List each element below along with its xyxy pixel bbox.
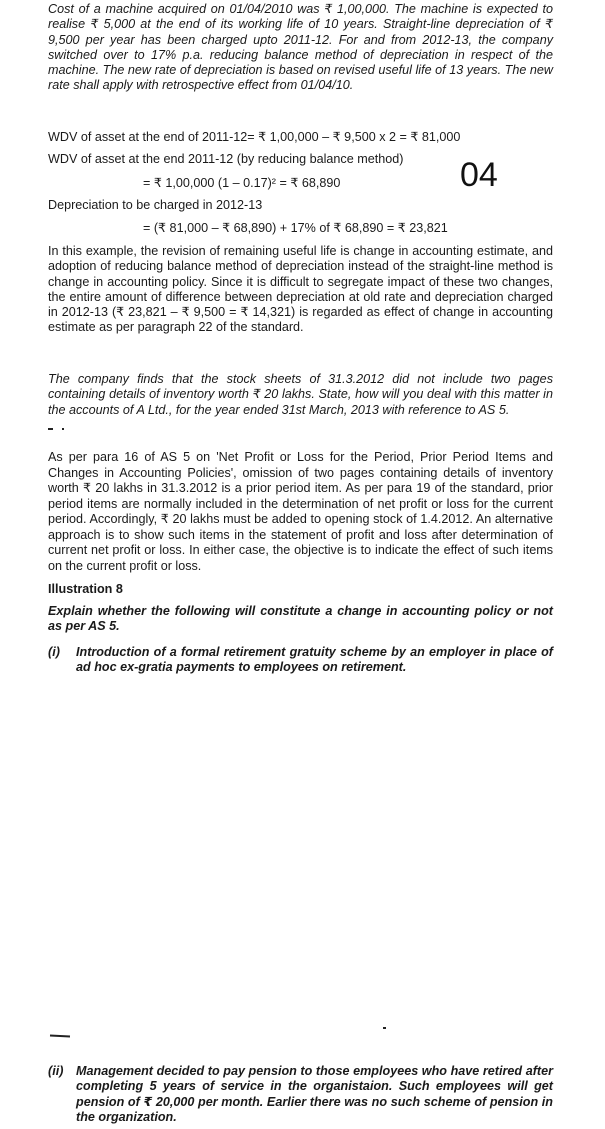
scan-mark <box>50 1034 70 1037</box>
item-number: (i) <box>48 645 60 659</box>
handwritten-annotation: 04 <box>460 156 498 194</box>
calc-line-depreciation-formula: = (₹ 81,000 – ₹ 68,890) + 17% of ₹ 68,890 = ₹ 23,821 <box>143 221 448 235</box>
illustration-item-1 <box>48 645 553 676</box>
calc-line-depreciation-heading: Depreciation to be charged in 2012-13 <box>48 198 263 212</box>
question-paragraph: The company finds that the stock sheets of 31.3.2012 did not include two pages containing details of inventory worth ₹ 20 lakhs. State, how will you deal with this matter in the accounts of A Ltd., for the year ended 31st March, 2013 with reference to AS 5. <box>48 372 553 417</box>
stray-dot <box>62 428 64 430</box>
illustration-item-2 <box>48 1064 553 1125</box>
item-text: Management decided to pay pension to those employees who have retired after completing 5 years of service in the organistaion. Such employees will get pension of ₹ 20,000 per month. Earlier there was no such scheme of pension in the organization. <box>76 1064 553 1124</box>
scan-dot <box>383 1027 386 1029</box>
item-text: Introduction of a formal retirement gratuity scheme by an employer in place of ad hoc ex-gratia payments to employees on retirement. <box>76 645 553 675</box>
stray-mark <box>48 428 53 430</box>
calc-line-wdv-reducing: WDV of asset at the end 2011-12 (by reducing balance method) <box>48 152 404 166</box>
calc-line-wdv-formula: = ₹ 1,00,000 (1 – 0.17)² = ₹ 68,890 <box>143 176 341 190</box>
answer-paragraph: As per para 16 of AS 5 on 'Net Profit or Loss for the Period, Prior Period Items and Changes in Accounting Policies', omission of two pages containing details of inventory worth ₹ 20 lakhs in 31.3.2012 is a prior period item. As per para 19 of the standard, prior period items are normally included in the determination of net profit or loss for the current period. Accordingly, ₹ 20 lakhs must be added to opening stock of 1.4.2012. An alternative approach is to show such items in the statement of profit and loss after determination of current net profit or loss. In either case, the objective is to indicate the effect of such items on the current profit or loss. <box>48 450 553 573</box>
item-number: (ii) <box>48 1064 64 1078</box>
intro-paragraph: Cost of a machine acquired on 01/04/2010 was ₹ 1,00,000. The machine is expected to realise ₹ 5,000 at the end of its working life of 10 years. Straight-line depreciation of ₹ 9,500 per year has been charged upto 2011-12. For and from 2012-13, the company switched over to 17% p.a. reducing balance method of depreciation in respect of the machine. The new rate of depreciation is based on revised useful life of 13 years. The new rate shall apply with retrospective effect from 01/04/10. <box>48 2 553 93</box>
illustration-heading: Illustration 8 <box>48 582 123 596</box>
illustration-prompt: Explain whether the following will constitute a change in accounting policy or not as per AS 5. <box>48 604 553 634</box>
explanation-paragraph: In this example, the revision of remaining useful life is change in accounting estimate, and adoption of reducing balance method of depreciation instead of the straight-line method is change in accounting policy. Since it is difficult to segregate impact of these two changes, the entire amount of difference between depreciation at old rate and depreciation charged in 2012-13 (₹ 23,821 – ₹ 9,500 = ₹ 14,321) is regarded as effect of change in accounting estimate as per paragraph 22 of the standard. <box>48 244 553 335</box>
calc-line-wdv-straight: WDV of asset at the end of 2011-12= ₹ 1,00,000 – ₹ 9,500 x 2 = ₹ 81,000 <box>48 130 461 144</box>
